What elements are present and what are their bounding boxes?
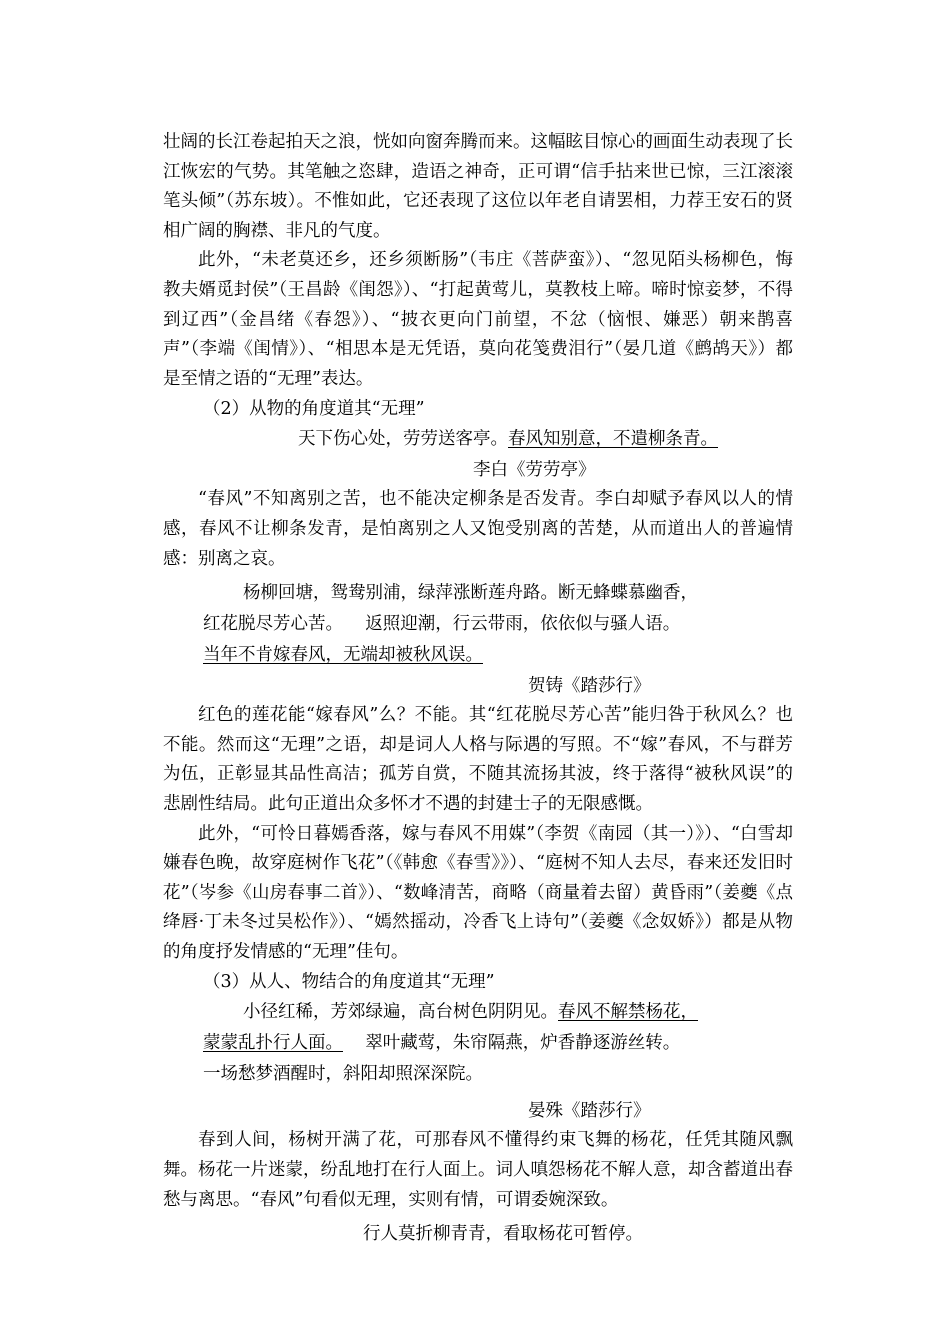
- paragraph-changjiang: 壮阔的长江卷起拍天之浪，恍如向窗奔腾而来。这幅眩目惊心的画面生动表现了长江恢宏的气势。其笔触之恣肆，造语之神奇，正可谓“信手拈来世已惊，三江滚滚笔头倾”（苏东坡）。不惟如此，它还表现了这位以年老自请罢相，力荐王安石的贤相广阔的胸襟、非凡的气度。: [163, 132, 793, 241]
- poem-attribution: 李白《劳劳亭》: [473, 460, 596, 481]
- poem-laolaoting: [163, 424, 793, 455]
- poem-line: 翠叶藏莺，朱帘隔燕，炉香静逐游丝转。: [365, 1033, 681, 1054]
- section-heading-3: （3）从人、物结合的角度道其“无理”: [203, 972, 495, 993]
- poem-last-line: [163, 1219, 793, 1250]
- paragraph-chunfeng: “春风”不知离别之苦，也不能决定柳条是否发青。李白却赋予春风以人的情感，春风不让柳条发青，是怕离别之人又饱受别离的苦楚，从而道出人的普遍情感：别离之哀。: [163, 489, 793, 569]
- poem-line-underlined: 当年不肯嫁春风，无端却被秋风误。: [203, 645, 483, 666]
- poem-line: 看取杨花可暂停。: [503, 1224, 643, 1245]
- paragraph-yanghua: 春到人间，杨树开满了花，可那春风不懂得约束飞舞的杨花，任凭其随风飘舞。杨花一片迷蒙，纷乱地打在行人面上。词人嗔怨杨花不解人意，却含蓄道出春愁与离思。“春风”句看似无理，实则有情，可谓委婉深致。: [163, 1130, 793, 1210]
- poem-yanshu-line-1: [163, 997, 793, 1028]
- poem-tashaxing-line-2: [163, 609, 793, 640]
- poem-line: 行人莫折柳青青，: [363, 1224, 503, 1245]
- poem-tashaxing-line-3: [163, 640, 793, 671]
- poem-yanshu-line-3: 一场愁梦酒醒时，斜阳却照深深院。: [203, 1064, 483, 1085]
- poem-line-underlined: 春风不解禁杨花，: [558, 1002, 698, 1023]
- poem-attribution: 晏殊《踏莎行》: [528, 1101, 651, 1122]
- poem-line: 返照迎潮，行云带雨，依依似与骚人语。: [365, 614, 681, 635]
- poem-line: 红花脱尽芳心苦。: [203, 614, 343, 635]
- poem-line-underlined: 蒙蒙乱扑行人面。: [203, 1033, 343, 1054]
- poem-line: 小径红稀，芳郊绿遍，高台树色阴阴见。: [243, 1002, 558, 1023]
- section-heading-2: （2）从物的角度道其“无理”: [203, 399, 425, 420]
- poem-line: 天下伤心处，劳劳送客亭。: [298, 429, 508, 450]
- paragraph-examples-2: 此外，“可怜日暮嫣香落，嫁与春风不用媒”（李贺《南园（其一）》）、“白雪却嫌春色晚，故穿庭树作飞花”（《韩愈《春雪》》）、“庭树不知人去尽，春来还发旧时花”（岑参《山房春事二首》）、“数峰清苦，商略（商量着去留）黄昏雨”（姜夔《点绛唇·丁未冬过吴松作》）、“嫣然摇动，冷香飞上诗句”（姜夔《念奴娇》）都是从物的角度抒发情感的“无理”佳句。: [163, 823, 793, 962]
- document-page: [163, 128, 793, 1250]
- paragraph-examples-1: 此外，“未老莫还乡，还乡须断肠”（韦庄《菩萨蛮》）、“忽见陌头杨柳色，悔教夫婿觅封侯”（王昌龄《闺怨》）、“打起黄莺儿，莫教枝上啼。啼时惊妾梦，不得到辽西”（金昌绪《春怨》）、“披衣更向门前望，不忿（恼恨、嫌恶）朝来鹊喜声”（李端《闺情》）、“相思本是无凭语，莫向花笺费泪行”（晏几道《鹧鸪天》）都是至情之语的“无理”表达。: [163, 250, 793, 389]
- paragraph-lianhua: 红色的莲花能“嫁春风”么？不能。其“红花脱尽芳心苦”能归咎于秋风么？也不能。然而这“无理”之语，却是词人人格与际遇的写照。不“嫁”春风，不与群芳为伍，正彰显其品性高洁；孤芳自赏，不随其流扬其波，终于落得“被秋风误”的悲剧性结局。此句正道出众多怀才不遇的封建士子的无限感慨。: [163, 705, 793, 814]
- poem-attribution: 贺铸《踏莎行》: [528, 676, 651, 697]
- poem-tashaxing-line-1: 杨柳回塘，鸳鸯别浦，绿萍涨断莲舟路。断无蜂蝶慕幽香，: [243, 583, 698, 604]
- poem-yanshu-line-2: [163, 1028, 793, 1059]
- poem-line-underlined: 春风知别意，不遣柳条青。: [508, 429, 718, 450]
